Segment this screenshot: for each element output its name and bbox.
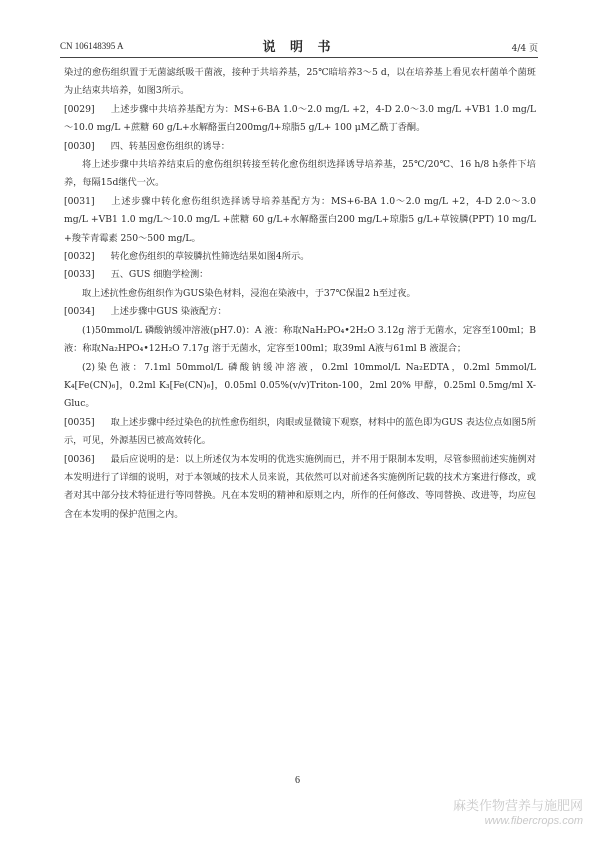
paragraph-0033 [64,266,536,284]
paragraph-indented [64,322,536,359]
watermark [453,800,583,828]
paragraph-text: 取上述步骤中经过染色的抗性愈伤组织，肉眼或显微镜下观察，材料中的蓝色即为GUS 表达位点如图5所示，可见，外源基因已被高效转化。 [64,416,536,447]
paragraph-tag: [0032] [64,251,95,263]
paragraph-tag: [0034] [64,306,95,318]
paragraph-0036 [64,451,536,525]
paragraph-indented [64,156,536,193]
header-divider [60,57,538,58]
paragraph-0032 [64,248,536,266]
paragraph-tag: [0029] [64,103,95,115]
paragraph-0029 [64,101,536,138]
paragraph-0031 [64,193,536,248]
paragraph-tag: [0030] [64,140,95,152]
paragraph-text: 最后应说明的是：以上所述仅为本发明的优选实施例而已，并不用于限制本发明，尽管参照前述实施例对本发明进行了详细的说明，对于本领域的技术人员来说，其依然可以对前述各实施例所记载的技术方案进行修改，或者对其中部分技术特征进行等同替换。凡在本发明的精神和原则之内，所作的任何修改、等同替换、改进等，均应包含在本发明的保护范围之内。 [64,453,536,520]
paragraph-indented [64,359,536,414]
watermark-url: www.fibercrops.com [484,815,583,827]
paragraph-text: 染过的愈伤组织置于无菌滤纸吸干菌液，接种于共培养基，25℃暗培养3～5 d，以在培养基上看见农杆菌单个菌斑为止结束共培养，如图3所示。 [64,67,536,97]
paragraph-indented [64,285,536,303]
paragraph-text: 上述步骤中转化愈伤组织选择诱导培养基配方为：MS+6-BA 1.0～2.0 mg/L +2，4-D 2.0～3.0 mg/L +VB1 1.0 mg/L～10.0 mg/L +蔗糖 60 g/L+水解酪蛋白200 mg/L+琼脂5 g/L+草铵膦(PPT) 10 mg/L +羧苄青霉素 250～500 mg/L。 [64,195,536,244]
paragraph-tag: [0031] [64,195,95,207]
patent-number: CN 106148395 A [60,41,124,51]
paragraph-tag: [0033] [64,269,95,281]
paragraph-text: 上述步骤中GUS 染液配方： [110,306,227,318]
page-indicator: 4/4 页 [511,44,538,54]
document-title: 说 明 书 [262,40,336,55]
watermark-site-name: 麻类作物营养与施肥网 [452,799,583,814]
paragraph-text: (2)染色液：7.1ml 50mmol/L 磷酸钠缓冲溶液，0.2ml 10mmol/L Na₂EDTA，0.2ml 5mmol/L K₄[Fe(CN)₆]，0.2ml K₃[Fe(CN)₆]，0.05ml 0.05%(v/v)Triton-100，2ml 20% 甲醇，0.25ml 0.5mg/ml X-Gluc。 [64,361,536,410]
paragraph-text: 取上述抗性愈伤组织作为GUS染色材料，浸泡在染液中，于37℃保温2 h至过夜。 [82,287,416,299]
paragraph-0035 [64,414,536,451]
page-header [60,36,538,54]
paragraph-text: 转化愈伤组织的草铵膦抗性筛选结果如图4所示。 [110,251,310,263]
paragraph-0034 [64,303,536,321]
page-number: 6 [295,775,300,786]
paragraph-continuation [64,64,536,101]
paragraph-text: 将上述步骤中共培养结束后的愈伤组织转接至转化愈伤组织选择诱导培养基，25℃/20℃、16 h/8 h条件下培养，每隔15d继代一次。 [64,159,536,189]
paragraph-0030 [64,138,536,156]
document-body [64,64,536,524]
paragraph-tag: [0036] [64,453,95,465]
paragraph-text: (1)50mmol/L 磷酸钠缓冲溶液(pH7.0)：A 液：称取NaH₂PO₄•2H₂O 3.12g 溶于无菌水，定容至100ml；B 液：称取Na₂HPO₄•12H₂O 7.17g 溶于无菌水，定容至100ml；取39ml A液与61ml B 液混合； [64,324,536,355]
paragraph-text: 五、GUS 细胞学检测： [110,269,209,281]
paragraph-text: 上述步骤中共培养基配方为：MS+6-BA 1.0～2.0 mg/L +2，4-D 2.0～3.0 mg/L +VB1 1.0 mg/L～10.0 mg/L +蔗糖 60 g/L+水解酪蛋白200mg/l+琼脂5 g/L+ 100 μM乙酰丁香酮。 [64,103,536,134]
paragraph-text: 四、转基因愈伤组织的诱导： [110,140,230,152]
paragraph-tag: [0035] [64,416,95,428]
